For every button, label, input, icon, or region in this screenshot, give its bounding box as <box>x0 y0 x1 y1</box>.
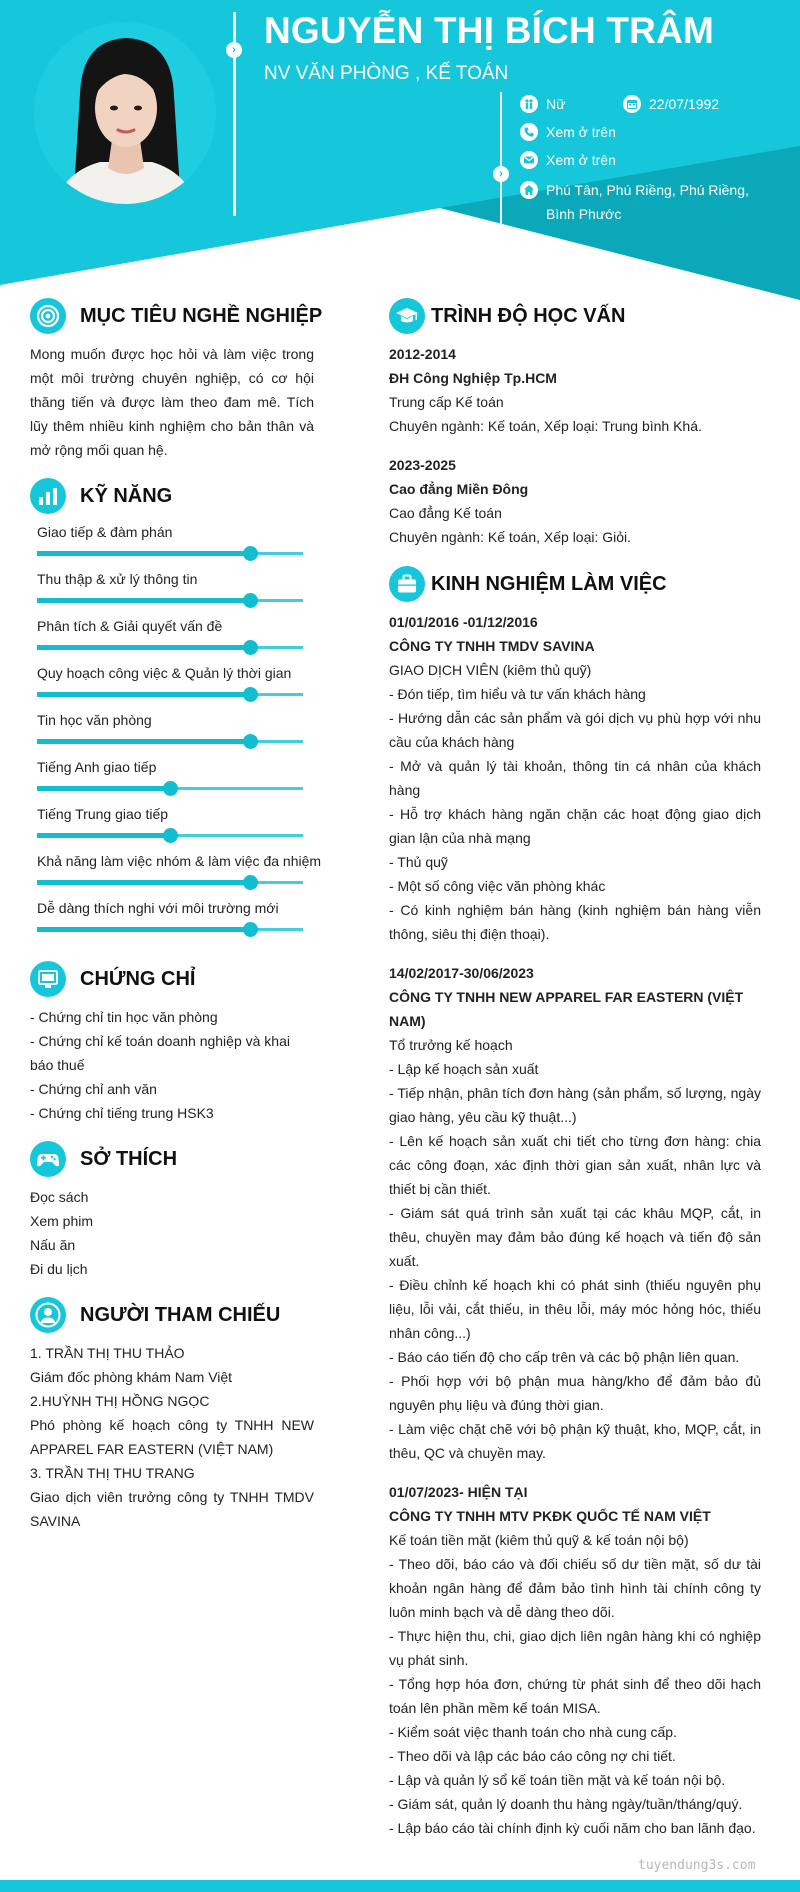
experience-list <box>389 610 761 1840</box>
experience-duty: - Lên kế hoạch sản xuất chi tiết cho từng đơn hàng: chia các công đoạn, xác định thời gian sản xuất, nhân lực và thiết bị cần thiết. <box>389 1133 761 1197</box>
references-title: NGƯỜI THAM CHIẾU <box>80 1303 281 1326</box>
education-detail: Chuyên ngành: Kế toán, Xếp loại: Giỏi. <box>389 529 632 545</box>
skill-level-knob <box>243 875 258 890</box>
reference-line: Giao dịch viên trưởng công ty TNHH TMDV SAVINA <box>30 1489 314 1529</box>
reference-line: 1. TRẦN THỊ THU THẢO <box>30 1345 185 1361</box>
experience-header <box>389 564 761 604</box>
skill-level-knob <box>243 734 258 749</box>
hobbies-title: SỞ THÍCH <box>80 1147 178 1170</box>
phone-value: Xem ở trên <box>546 124 616 140</box>
hobby-item: Xem phim <box>30 1213 94 1229</box>
experience-position: Kế toán tiền mặt (kiêm thủ quỹ & kế toán nội bộ) <box>389 1532 689 1548</box>
skill-level-bar <box>37 739 250 744</box>
skill-name: Khả năng làm việc nhóm & làm việc đa nhiệm <box>37 853 322 869</box>
experience-duty: - Lập và quản lý sổ kế toán tiền mặt và kế toán nội bộ. <box>389 1772 726 1788</box>
education-degree: Cao đẳng Kế toán <box>389 505 502 521</box>
experience-duty: - Thủ quỹ <box>389 854 448 870</box>
avatar <box>34 22 216 204</box>
skill-item <box>30 663 314 710</box>
skill-level-bar <box>37 786 170 791</box>
certificate-icon <box>30 961 66 997</box>
skill-item <box>30 757 314 804</box>
experience-duty: - Giám sát quá trình sản xuất tại các khâu MQP, cắt, in thêu, chuyền may đảm bảo đúng kế hoạch và tiến độ sản xuất. <box>389 1205 761 1269</box>
skill-name: Quy hoạch công việc & Quản lý thời gian <box>37 665 292 681</box>
hobby-item: Nấu ăn <box>30 1237 76 1253</box>
skill-level-bar <box>37 645 250 650</box>
address-value: Phú Tân, Phú Riềng, Phú Riềng, Bình Phước <box>546 182 749 222</box>
target-icon <box>30 298 66 334</box>
certificate-item: - Chứng chỉ anh văn <box>30 1081 157 1097</box>
reference-line: 3. TRẦN THỊ THU TRANG <box>30 1465 195 1481</box>
experience-duty: - Hỗ trợ khách hàng ngăn chặn các hoạt động giao dịch gian lận của nhà mạng <box>389 806 761 846</box>
certificates-title: CHỨNG CHỈ <box>80 967 196 990</box>
experience-duty: - Phối hợp với bộ phận mua hàng/kho để đảm bảo đủ nguyên phụ liệu và đúng thời gian. <box>389 1373 761 1413</box>
experience-entry <box>389 1480 761 1840</box>
objective-header <box>30 296 323 336</box>
chevron-right-icon: › <box>493 166 509 182</box>
certificate-item: - Chứng chỉ tin học văn phòng <box>30 1009 218 1025</box>
education-detail: Chuyên ngành: Kế toán, Xếp loại: Trung bình Khá. <box>389 418 702 434</box>
skill-level-bar <box>37 880 250 885</box>
skill-level-knob <box>163 781 178 796</box>
certificates-list <box>30 1005 314 1125</box>
education-header <box>389 296 761 336</box>
education-period: 2012-2014 <box>389 346 456 362</box>
skill-item <box>30 898 314 945</box>
right-column <box>389 296 761 1855</box>
skill-item <box>30 710 314 757</box>
education-entry <box>389 342 761 438</box>
briefcase-icon <box>389 566 425 602</box>
reference-line: Phó phòng kế hoạch công ty TNHH NEW APPAREL FAR EASTERN (VIỆT NAM) <box>30 1417 314 1457</box>
gender-value: Nữ <box>546 96 566 112</box>
certificate-item: - Chứng chỉ tiếng trung HSK3 <box>30 1105 214 1121</box>
footer-bar <box>0 1880 800 1892</box>
skill-name: Thu thập & xử lý thông tin <box>37 571 198 587</box>
experience-period: 01/07/2023- HIỆN TẠI <box>389 1484 528 1500</box>
skill-level-bar <box>37 551 250 556</box>
skill-name: Tin học văn phòng <box>37 712 152 728</box>
education-entry <box>389 453 761 549</box>
experience-position: GIAO DỊCH VIÊN (kiêm thủ quỹ) <box>389 662 592 678</box>
hobby-item: Đọc sách <box>30 1189 89 1205</box>
skill-item <box>30 569 314 616</box>
experience-duty: - Giám sát, quản lý doanh thu hàng ngày/tuần/tháng/quý. <box>389 1796 743 1812</box>
candidate-name: NGUYỄN THỊ BÍCH TRÂM <box>264 10 715 51</box>
experience-period: 14/02/2017-30/06/2023 <box>389 965 534 981</box>
skill-name: Giao tiếp & đàm phán <box>37 524 173 540</box>
experience-company: CÔNG TY TNHH TMDV SAVINA <box>389 638 595 654</box>
resume-header <box>0 0 800 300</box>
skill-level-bar <box>37 927 250 932</box>
hobbies-list <box>30 1185 314 1281</box>
skill-level-bar <box>37 692 250 697</box>
hobby-item: Đi du lịch <box>30 1261 88 1277</box>
experience-company: CÔNG TY TNHH MTV PKĐK QUỐC TẾ NAM VIỆT <box>389 1508 711 1524</box>
references-header <box>30 1295 314 1335</box>
left-column <box>30 296 323 1533</box>
experience-title: KINH NGHIỆM LÀM VIỆC <box>431 572 667 595</box>
education-school: Cao đẳng Miền Đông <box>389 481 529 497</box>
reference-line: 2.HUỲNH THỊ HỒNG NGỌC <box>30 1393 210 1409</box>
home-icon <box>520 181 538 199</box>
skill-item <box>30 851 322 898</box>
references-list <box>30 1341 314 1533</box>
skill-level-knob <box>243 687 258 702</box>
phone-icon <box>520 123 538 141</box>
watermark: tuyendung3s.com <box>638 1858 756 1873</box>
skill-name: Tiếng Trung giao tiếp <box>37 806 169 822</box>
experience-duty: - Tổng hợp hóa đơn, chứng từ phát sinh để theo dõi hạch toán lên phần mềm kế toán MISA. <box>389 1676 761 1716</box>
experience-duty: - Lập kế hoạch sản xuất <box>389 1061 539 1077</box>
skill-item <box>30 616 314 663</box>
job-title: NV VĂN PHÒNG , KẾ TOÁN <box>264 63 509 84</box>
experience-duty: - Hướng dẫn các sản phẩm và gói dịch vụ phù hợp với nhu cầu của khách hàng <box>389 710 761 750</box>
skill-item <box>30 522 314 569</box>
skill-level-bar <box>37 833 170 838</box>
skill-level-knob <box>163 828 178 843</box>
experience-entry <box>389 610 761 946</box>
gamepad-icon <box>30 1141 66 1177</box>
education-degree: Trung cấp Kế toán <box>389 394 504 410</box>
experience-period: 01/01/2016 -01/12/2016 <box>389 614 538 630</box>
skill-name: Tiếng Anh giao tiếp <box>37 759 157 775</box>
graduation-cap-icon <box>389 298 425 334</box>
gender-icon <box>520 95 538 113</box>
skill-level-bar <box>37 598 250 603</box>
experience-duty: - Lập báo cáo tài chính định kỳ cuối năm cho ban lãnh đạo. <box>389 1820 756 1836</box>
chevron-right-icon: › <box>226 42 242 58</box>
experience-duty: - Điều chỉnh kế hoạch khi có phát sinh (thiếu nguyên phụ liệu, lỗi vải, cắt thiếu, in thêu lỗi, máy móc hỏng hóc, thiếu nhân công...) <box>389 1277 761 1341</box>
reference-line: Giám đốc phòng khám Nam Việt <box>30 1369 233 1385</box>
email-icon <box>520 151 538 169</box>
education-school: ĐH Công Nghiệp Tp.HCM <box>389 370 557 386</box>
gender-info <box>520 92 565 116</box>
experience-entry <box>389 961 761 1465</box>
experience-company: CÔNG TY TNHH NEW APPAREL FAR EASTERN (VIỆT NAM) <box>389 989 744 1029</box>
experience-duty: - Theo dõi và lập các báo cáo công nợ chi tiết. <box>389 1748 676 1764</box>
objective-title: MỤC TIÊU NGHỀ NGHIỆP <box>80 304 323 327</box>
skills-header <box>30 476 314 516</box>
address-info <box>520 178 774 226</box>
skill-level-knob <box>243 922 258 937</box>
hobbies-header <box>30 1139 314 1179</box>
experience-duty: - Kiểm soát việc thanh toán cho nhà cung cấp. <box>389 1724 677 1740</box>
email-value: Xem ở trên <box>546 152 616 168</box>
experience-duty: - Một số công việc văn phòng khác <box>389 878 606 894</box>
experience-duty: - Có kinh nghiệm bán hàng (kinh nghiệm bán hàng viễn thông, siêu thị điện thoại). <box>389 902 761 942</box>
skills-title: KỸ NĂNG <box>80 484 173 507</box>
experience-duty: - Thực hiện thu, chi, giao dịch liên ngân hàng khi có nghiệp vụ phát sinh. <box>389 1628 761 1668</box>
objective-text: Mong muốn được học hỏi và làm việc trong một môi trường chuyên nghiệp, có cơ hội thăng tiến và được làm theo đam mê. Tích lũy thêm nhiều kinh nghiệm cho bản thân và mở rộng mối quan hệ. <box>30 346 314 458</box>
experience-duty: - Báo cáo tiến độ cho cấp trên và các bộ phận liên quan. <box>389 1349 740 1365</box>
certificates-header <box>30 959 314 999</box>
education-period: 2023-2025 <box>389 457 456 473</box>
experience-duty: - Tiếp nhận, phân tích đơn hàng (sản phẩm, số lượng, ngày giao hàng, yêu cầu kỹ thuật...) <box>389 1085 761 1125</box>
skill-level-knob <box>243 593 258 608</box>
education-title: TRÌNH ĐỘ HỌC VẤN <box>431 304 626 327</box>
skill-item <box>30 804 314 851</box>
birthdate-value: 22/07/1992 <box>649 96 720 112</box>
skill-name: Dễ dàng thích nghi với môi trường mới <box>37 900 279 916</box>
calendar-icon <box>623 95 641 113</box>
experience-duty: - Làm việc chặt chẽ với bộ phận kỹ thuật, kho, MQP, cắt, in thêu, QC và chuyền may. <box>389 1421 761 1461</box>
experience-duty: - Đón tiếp, tìm hiểu và tư vấn khách hàng <box>389 686 646 702</box>
experience-duty: - Theo dõi, báo cáo và đối chiếu số dư tiền mặt, số dư tài khoản ngân hàng để đảm bảo tình hình tài chính công ty luôn minh bạch và dễ dàng theo dõi. <box>389 1556 761 1620</box>
certificate-item: - Chứng chỉ kế toán doanh nghiệp và khai báo thuế <box>30 1033 290 1073</box>
bar-chart-icon <box>30 478 66 514</box>
skill-name: Phân tích & Giải quyết vấn đề <box>37 618 223 634</box>
education-list <box>389 342 761 549</box>
skill-level-knob <box>243 640 258 655</box>
birthdate-info <box>623 92 719 116</box>
person-icon <box>30 1297 66 1333</box>
skill-level-knob <box>243 546 258 561</box>
skills-list <box>30 522 322 945</box>
experience-position: Tổ trưởng kế hoạch <box>389 1037 513 1053</box>
experience-duty: - Mở và quản lý tài khoản, thông tin cá nhân của khách hàng <box>389 758 761 798</box>
phone-info <box>520 120 616 144</box>
email-info <box>520 148 616 172</box>
